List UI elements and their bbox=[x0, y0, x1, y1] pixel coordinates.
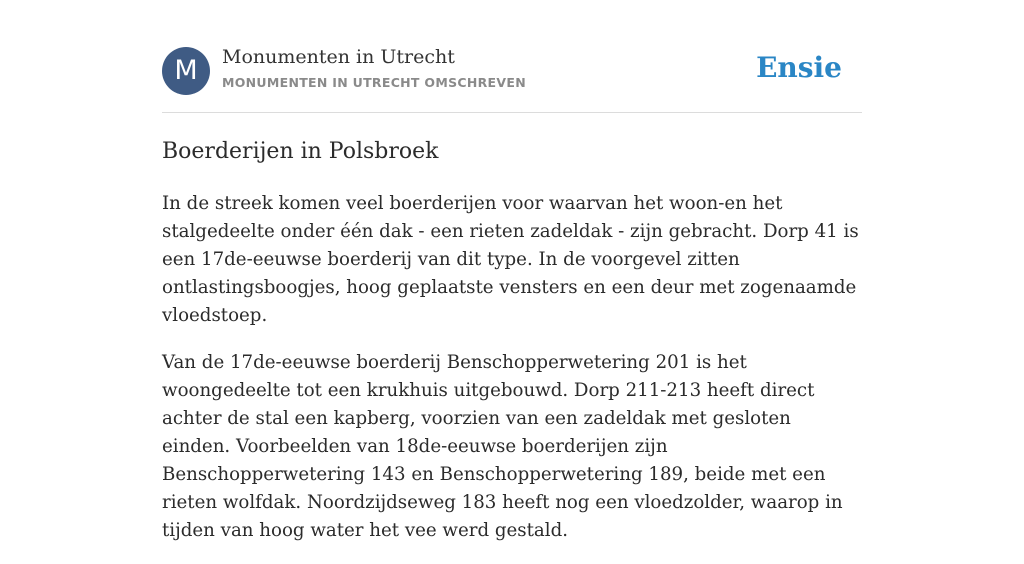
page-title: Boerderijen in Polsbroek bbox=[162, 139, 439, 164]
article-paragraph: In de streek komen veel boerderijen voor waarvan het woon-en het stalgedeelte onder één dak - een rieten zadeldak - zijn gebracht. Dorp 41 is een 17de-eeuwse boerderij van dit type. In de voorgevel zitten ontlastingsboogjes, hoog geplaatste vensters en een deur met zogenaamde vloedstoep. bbox=[162, 193, 859, 326]
article-paragraph: Van de 17de-eeuwse boerderij Benschopperwetering 201 is het woongedeelte tot een krukhuis uitgebouwd. Dorp 211-213 heeft direct achter de stal een kapberg, voorzien van een zadeldak met gesloten einden. Voorbeelden van 18de-eeuwse boerderijen zijn Benschopperwetering 143 en Benschopperwetering 189, beide met een rieten wolfdak. Noordzijdseweg 183 heeft nog een vloedzolder, waarop in tijden van hoog water het vee werd gestald. bbox=[162, 352, 843, 541]
avatar[interactable]: M bbox=[162, 47, 210, 95]
site-header bbox=[162, 0, 862, 113]
article-body bbox=[162, 190, 862, 564]
brand-logo-link[interactable]: Ensie bbox=[756, 51, 842, 84]
page-container bbox=[162, 0, 862, 541]
site-subtitle: MONUMENTEN IN UTRECHT OMSCHREVEN bbox=[222, 75, 526, 90]
site-title[interactable]: Monumenten in Utrecht bbox=[222, 46, 455, 68]
